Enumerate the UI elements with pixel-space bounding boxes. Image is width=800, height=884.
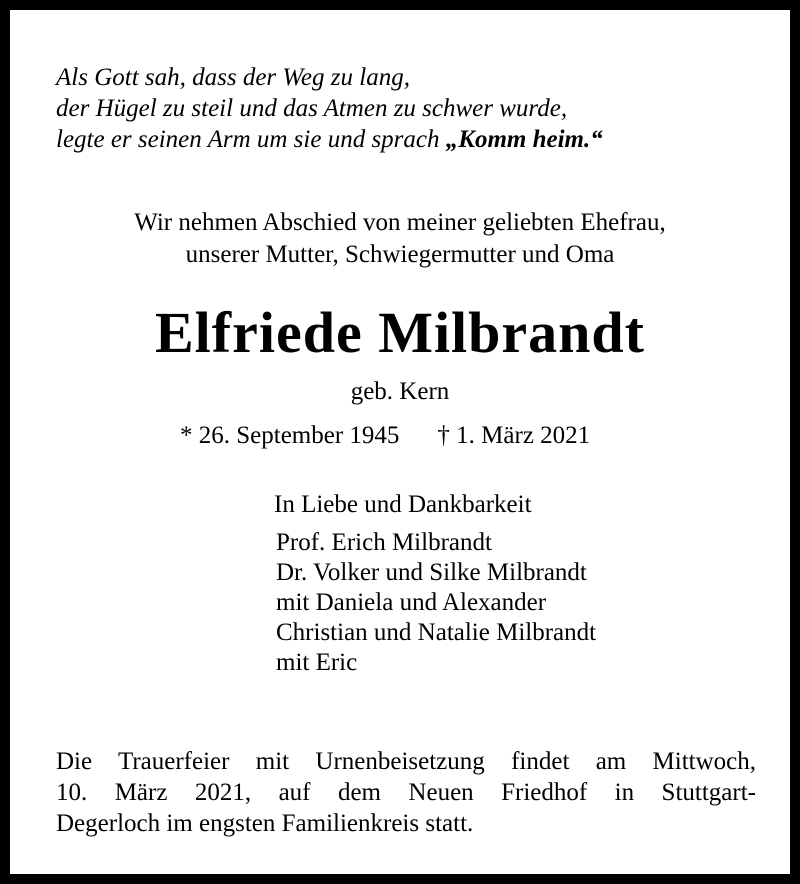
mourners-list — [276, 528, 596, 678]
poem-line: Als Gott sah, dass der Weg zu lang, — [56, 64, 410, 91]
mourner-name: mit Eric — [276, 649, 358, 676]
birth-date: * 26. September 1945 — [180, 422, 400, 449]
funeral-info — [56, 746, 756, 839]
funeral-line: Degerloch im engsten Familienkreis statt. — [56, 810, 474, 837]
poem-line-text: legte er seinen Arm um sie und sprach — [56, 126, 446, 153]
life-dates — [180, 420, 590, 452]
farewell-intro — [10, 207, 790, 271]
mourner-name: Dr. Volker und Silke Milbrandt — [276, 559, 587, 586]
deceased-name: Elfriede Milbrandt — [154, 300, 645, 365]
death-date: † 1. März 2021 — [437, 422, 591, 449]
funeral-line: 10. März 2021, auf dem Neuen Friedhof in Stuttgart- — [56, 779, 756, 806]
mourner-name: mit Daniela und Alexander — [276, 589, 547, 616]
maiden-name: geb. Kern — [350, 378, 450, 405]
mourners-heading: In Liebe und Dankbarkeit — [274, 491, 532, 518]
intro-line: Wir nehmen Abschied von meiner geliebten Ehefrau, — [134, 209, 666, 236]
mourner-name: Christian und Natalie Milbrandt — [276, 619, 597, 646]
poem — [56, 62, 603, 155]
funeral-line: Die Trauerfeier mit Urnenbeisetzung findet am Mittwoch, — [56, 748, 756, 775]
poem-quote: „Komm heim.“ — [445, 126, 603, 153]
mourner-name: Prof. Erich Milbrandt — [276, 529, 492, 556]
poem-line: der Hügel zu steil und das Atmen zu schwer wurde, — [56, 95, 568, 122]
poem-line — [56, 124, 603, 155]
intro-line: unserer Mutter, Schwiegermutter und Oma — [185, 241, 615, 268]
mourners-block — [274, 490, 596, 678]
